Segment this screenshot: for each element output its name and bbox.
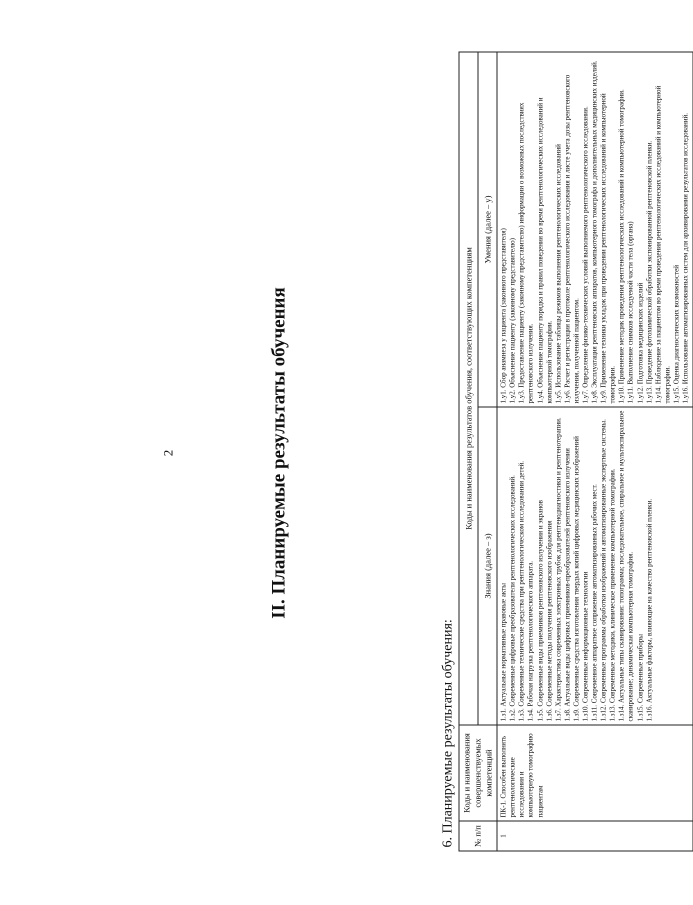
list-item: 1.з9. Современные средства изготовления твердых копий цифровых медицинских изображений	[571, 435, 580, 721]
row-number: 1	[497, 821, 693, 851]
list-item: 1.з8. Актуальные виды цифровых приемников-преобразователей рентгеновского излучения	[562, 447, 571, 721]
header-results-group: Коды и наименования результатов обучения, соответствующих компетенциям	[459, 52, 478, 725]
list-item: 1.у9. Применение техники укладок при проведении рентгенологических исследований и компьютерной томографии.	[599, 92, 617, 403]
list-item: 1.у7. Определение физико-технических условий выполняемого рентгенологического исследования.	[580, 105, 589, 403]
results-table-wrapper	[458, 51, 690, 851]
list-item: 1.у15. Оценка диагностических возможностей	[671, 264, 680, 403]
section-title: II. Планируемые результаты обучения	[268, 286, 289, 619]
page-number: 2	[160, 449, 175, 456]
header-number: № п/п	[459, 821, 497, 851]
knowledge-cell	[497, 407, 693, 725]
list-item: 1.у2. Объяснение пациенту (законному представителю)	[508, 237, 517, 403]
list-item: 1.у11. Выполнение снимков исследуемой части тела (органа)	[626, 220, 635, 403]
competency-cell: ПК-1. Способен выполнять рентгенологические исследования и компьютерную томографию пациентам	[497, 725, 693, 821]
list-item: 1.у13. Проведение фотохимической обработки экспонированной рентгеновской пленки.	[644, 140, 653, 403]
learning-results-table	[458, 51, 693, 851]
list-item: 1.з5. Современные виды приемников рентгеновского излучения и экранов	[535, 499, 544, 721]
list-item: 1.з3. Современные технические средства при рентгенологическом исследовании детей.	[517, 460, 526, 721]
list-item: 1.з6. Современные методы получения рентгеновского изображения	[544, 520, 553, 721]
header-knowledge: Знания (далее – з)	[478, 407, 497, 725]
list-item: 1.з15. Современные приборы	[635, 633, 644, 721]
table-caption: 6. Планируемые результаты обучения:	[440, 618, 455, 847]
list-item: 1.у4. Объяснение пациенту порядка и правил поведения во время рентгенологических исследований и компьютерной томографии.	[535, 96, 553, 403]
list-item: 1.у8. Эксплуатация рентгеновских аппаратов, компьютерного томографа и дополнительных медицинских изделий.	[590, 59, 599, 403]
list-item: 1.у6. Расчет и регистрация в протоколе рентгенологического исследования и листе учета дозы рентгеновского излучения, полученной пациентом.	[562, 74, 580, 403]
header-competency-code: Коды и наименования совершенствуемых компетенций	[459, 725, 497, 821]
list-item: 1.з7. Характеристика современных электронных трубок для рентгенодиагностики и рентгенотерапии.	[553, 416, 562, 721]
table-row	[497, 52, 693, 851]
list-item: 1.з14. Актуальные типы сканирования: топограмма; последовательное, спиральное и мультиспиральное сканирование; динамическая компьютерная томография.	[617, 410, 635, 721]
list-item: 1.з13. Современные методики, клиническое применение компьютерной томографии.	[608, 467, 617, 721]
list-item: 1.у1. Сбор анамнеза у пациента (законного представителя)	[499, 227, 508, 403]
list-item: 1.з2. Современные цифровые преобразователи рентгенологических исследований.	[508, 474, 517, 721]
list-item: 1.у12. Подготовка медицинских изделий	[635, 282, 644, 403]
list-item: 1.з10. Современные информационные технологии	[580, 571, 589, 721]
list-item: 1.з12. Современные программы обработки изображений и автоматизированные экспертные системы.	[599, 418, 608, 721]
list-item: 1.у3. Предоставление пациенту (законному представителю) информации о возможных последствиях рентгеновского излучения.	[517, 102, 535, 403]
list-item: 1.у16. Использование автоматизированных систем для архивирования результатов исследований.	[681, 112, 690, 403]
skills-cell	[497, 52, 693, 407]
header-skills: Умения (далее – у)	[478, 52, 497, 407]
list-item: 1.з11. Современное аппаратное сопряжение автоматизированных рабочих мест.	[590, 483, 599, 721]
list-item: 1.у5. Использование таблицы режимов выполнения рентгенологических исследований	[553, 143, 562, 403]
list-item: 1.у10. Применение методик проведения рентгенологических исследований и компьютерной томографии.	[617, 88, 626, 403]
list-item: 1.у14. Наблюдение за пациентом во время проведения рентгенологических исследований и компьютерной томографии.	[653, 85, 671, 403]
list-item: 1.з16. Актуальные факторы, влияющие на качество рентгеновской пленки.	[644, 498, 653, 721]
list-item: 1.з1. Актуальные нормативные правовые акты	[499, 582, 508, 721]
list-item: 1.з4. Рабочая нагрузка рентгенологического аппарата.	[526, 560, 535, 721]
